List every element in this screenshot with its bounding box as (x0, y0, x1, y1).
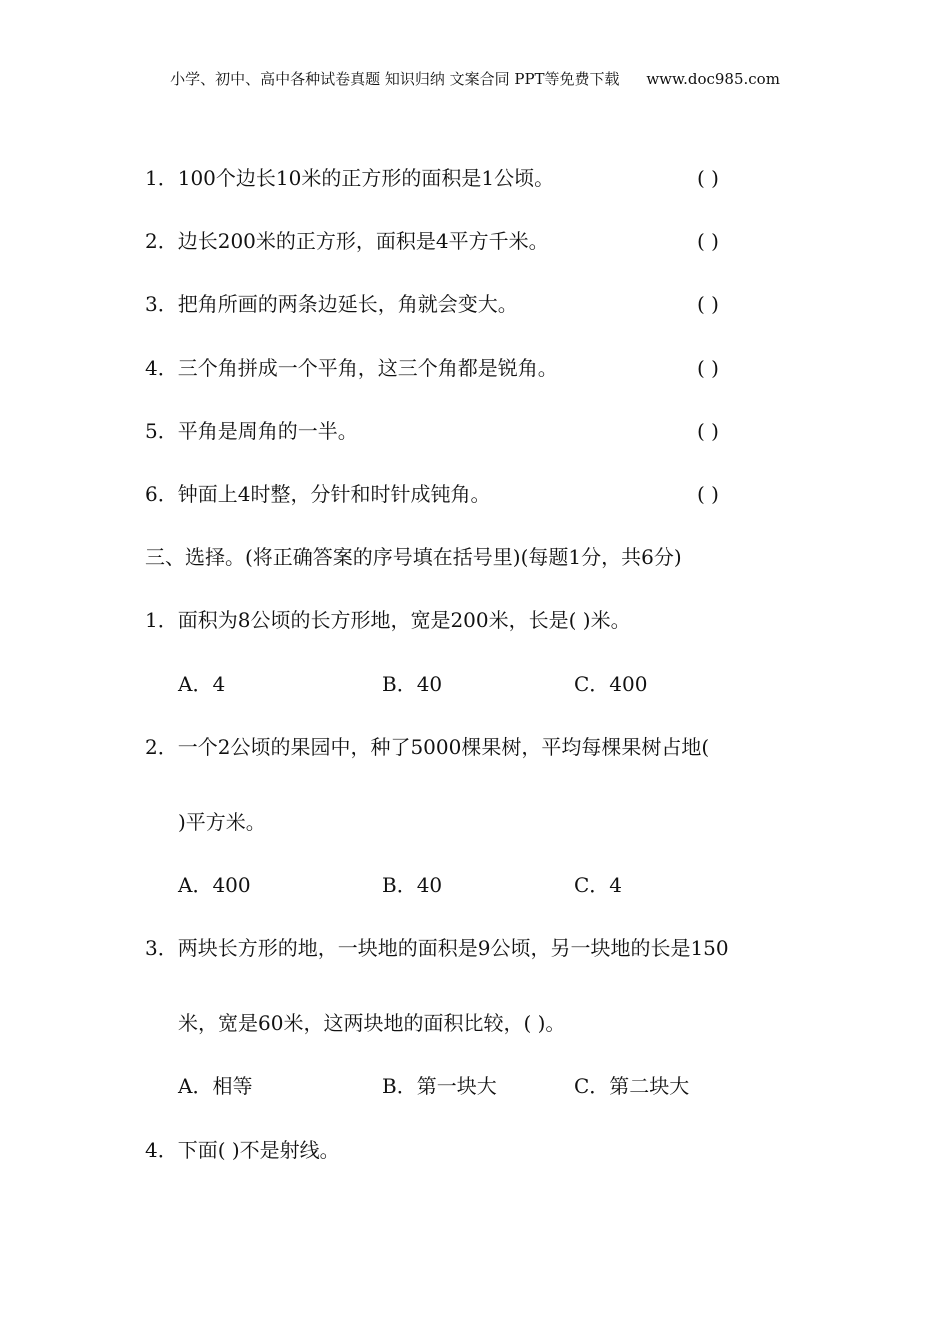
judge-item-1: 1．100个边长10米的正方形的面积是1公顷。 (145, 166, 555, 190)
judge-item-6: 6．钟面上4时整，分针和时针成钝角。 (145, 482, 491, 506)
answer-paren-6: ( ) (697, 482, 719, 506)
header-site: www.doc985.com (646, 70, 780, 88)
choice-q3-option-c: C．第二块大 (574, 1074, 690, 1098)
choice-q2-cont: )平方米。 (178, 810, 266, 834)
answer-paren-2: ( ) (697, 229, 719, 253)
choice-q4: 4．下面( )不是射线。 (145, 1138, 340, 1162)
choice-q3-option-b: B．第一块大 (382, 1074, 497, 1098)
choice-q2-option-b: B．40 (382, 873, 443, 897)
section-heading-choice: 三、选择。(将正确答案的序号填在括号里)(每题1分，共6分) (145, 545, 682, 569)
choice-q1-option-c: C．400 (574, 672, 648, 696)
choice-q3: 3．两块长方形的地，一块地的面积是9公顷，另一块地的长是150 (145, 936, 729, 960)
judge-item-3: 3．把角所画的两条边延长，角就会变大。 (145, 292, 518, 316)
choice-q2-option-c: C．4 (574, 873, 623, 897)
answer-paren-1: ( ) (697, 166, 719, 190)
choice-q3-option-a: A．相等 (178, 1074, 253, 1098)
choice-q3-cont: 米，宽是60米，这两块地的面积比较，( )。 (178, 1011, 566, 1035)
page-header (0, 68, 950, 89)
choice-q1: 1．面积为8公顷的长方形地，宽是200米，长是( )米。 (145, 608, 631, 632)
judge-item-2: 2．边长200米的正方形，面积是4平方千米。 (145, 229, 549, 253)
answer-paren-3: ( ) (697, 292, 719, 316)
choice-q1-option-b: B．40 (382, 672, 443, 696)
answer-paren-4: ( ) (697, 356, 719, 380)
judge-item-5: 5．平角是周角的一半。 (145, 419, 358, 443)
judge-item-4: 4．三个角拼成一个平角，这三个角都是锐角。 (145, 356, 558, 380)
choice-q2: 2．一个2公顷的果园中，种了5000棵果树，平均每棵果树占地( (145, 735, 710, 759)
choice-q1-option-a: A．4 (178, 672, 226, 696)
header-text: 小学、初中、高中各种试卷真题 知识归纳 文案合同 PPT等免费下载 (170, 70, 620, 88)
answer-paren-5: ( ) (697, 419, 719, 443)
choice-q2-option-a: A．400 (178, 873, 251, 897)
